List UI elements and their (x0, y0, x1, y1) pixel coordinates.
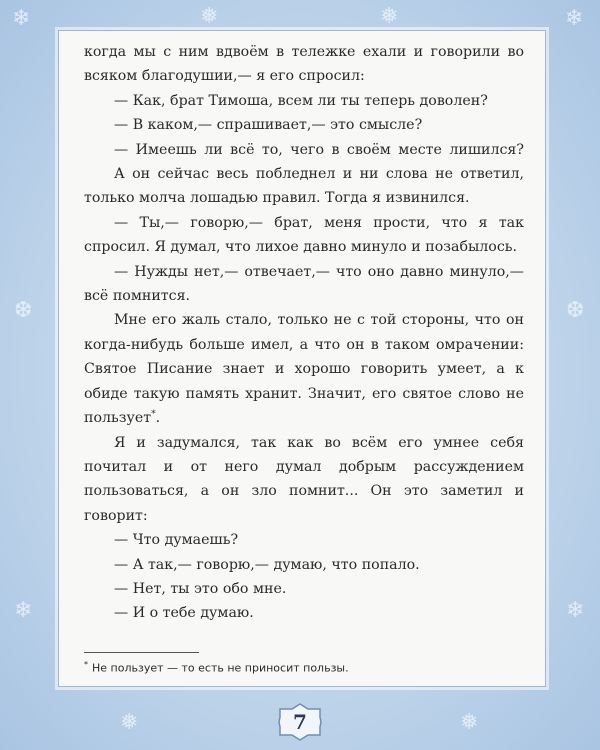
footnote-mark: * (84, 660, 88, 669)
snowflake-ornament-icon: ❄ (565, 6, 584, 31)
snowflake-ornament-icon: ❅ (460, 710, 479, 735)
dialogue-line: — Нет, ты это обо мне. (114, 580, 287, 597)
snowflake-ornament-icon: ❆ (566, 298, 585, 323)
dialogue-line: — И о тебе думаю. (114, 605, 254, 622)
paragraph-text: Мне его жаль стало, только не с той стороны, что он когда-нибудь больше имел, а что он в таком омрачении: Святое Писание знает и хорошо говорить умеет, а к обиде такую память хранит. Значит, его святое слово не пользует (84, 312, 524, 427)
paragraph (84, 308, 524, 430)
paragraph: когда мы с ним вдвоём в тележке ехали и говорили во всяком благодушии,— я его спросил: (84, 44, 524, 85)
dialogue-line: — Имеешь ли всё то, чего в своём месте лишился? (114, 141, 524, 158)
footnote (84, 660, 504, 675)
footnote-text: Не пользует — то есть не приносит пользы. (92, 661, 349, 675)
snowflake-ornament-icon: ❄ (12, 6, 31, 31)
paragraph: А он сейчас весь побледнел и ни слова не ответил, только молча лошадью правил. Тогда я извинился. (84, 166, 524, 207)
dialogue-line: — Что думаешь? (114, 532, 239, 549)
footnote-divider (84, 652, 199, 653)
dialogue-line: — Как, брат Тимоша, всем ли ты теперь доволен? (114, 92, 488, 109)
paragraph: Я и задумался, так как во всём его умнее себя почитал и от него думал добрым рассуждением пользоваться, а он зло помнит... Он это заметил и говорит: (84, 434, 524, 524)
snowflake-ornament-icon: ❆ (14, 298, 33, 323)
paragraph-end: . (155, 410, 161, 427)
snowflake-ornament-icon: ❄ (566, 598, 585, 623)
footnote-reference[interactable]: * (151, 409, 156, 420)
dialogue-line: — В каком,— спрашивает,— это смысле? (114, 117, 423, 134)
snowflake-ornament-icon: ❄ (14, 598, 33, 623)
page-body-text (84, 40, 524, 626)
snowflake-ornament-icon: ❅ (120, 710, 139, 735)
page-number: 7 (293, 710, 307, 734)
snowflake-ornament-icon: ❅ (380, 4, 399, 29)
page-number-badge (278, 703, 322, 741)
dialogue-line: — Нужды нет,— отвечает,— что оно давно минуло,— всё помнится. (84, 263, 524, 305)
snowflake-ornament-icon: ❅ (200, 4, 219, 29)
dialogue-line: — Ты,— говорю,— брат, меня прости, что я так спросил. Я думал, что лихое давно минуло и позабылось. (84, 214, 524, 256)
dialogue-line: — А так,— говорю,— думаю, что попало. (114, 556, 420, 573)
